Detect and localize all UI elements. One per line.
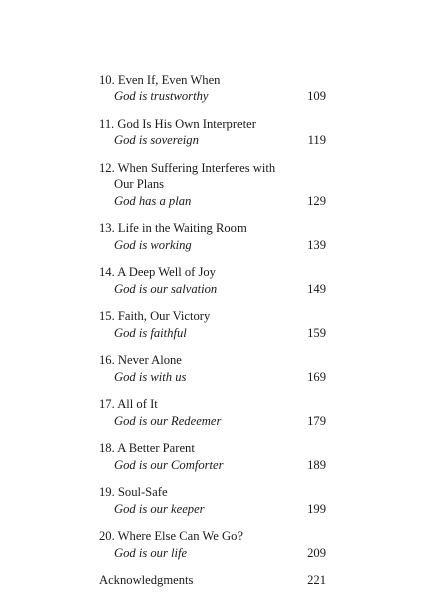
page-number: 179 (307, 413, 326, 428)
toc-entry-11[interactable] (99, 116, 326, 149)
chapter-title-continued: Our Plans (114, 177, 165, 192)
page-number: 139 (307, 237, 326, 252)
acknowledgments-title: Acknowledgments (99, 573, 194, 588)
page-number: 169 (307, 369, 326, 384)
chapter-title: 20. Where Else Can We Go? (99, 529, 244, 544)
page-number: 199 (307, 501, 326, 516)
chapter-title: 10. Even If, Even When (99, 73, 221, 87)
chapter-subtitle: God is faithful (114, 325, 187, 340)
chapter-title: 17. All of It (99, 397, 158, 412)
chapter-subtitle: God is sovereign (114, 133, 199, 148)
toc-entry-16[interactable] (99, 352, 326, 385)
chapter-title: 18. A Better Parent (99, 441, 195, 456)
toc-entry-13[interactable] (99, 220, 326, 253)
chapter-subtitle: God is with us (114, 369, 187, 384)
table-of-contents (99, 72, 326, 600)
toc-entry-19[interactable] (99, 484, 326, 517)
chapter-subtitle: God is trustworthy (114, 89, 209, 104)
toc-entry-10[interactable] (99, 72, 326, 105)
chapter-title: 11. God Is His Own Interpreter (99, 117, 256, 131)
page-number: 189 (307, 457, 326, 472)
chapter-title: 16. Never Alone (99, 353, 182, 368)
page-number: 129 (307, 193, 326, 208)
chapter-subtitle: God is our Redeemer (114, 413, 222, 428)
toc-entry-acknowledgments[interactable] (99, 572, 326, 588)
chapter-title: 15. Faith, Our Victory (99, 309, 211, 324)
chapter-title: 12. When Suffering Interferes with (99, 161, 276, 175)
chapter-title: 19. Soul-Safe (99, 485, 168, 500)
toc-entry-15[interactable] (99, 308, 326, 341)
chapter-subtitle: God is our Comforter (114, 457, 224, 472)
toc-entry-14[interactable] (99, 264, 326, 297)
toc-entry-18[interactable] (99, 440, 326, 473)
chapter-subtitle: God is our life (114, 545, 188, 560)
page-number: 159 (307, 325, 326, 340)
chapter-subtitle: God is our keeper (114, 501, 205, 516)
page-number: 149 (307, 281, 326, 296)
page-number: 209 (307, 545, 326, 560)
toc-entry-17[interactable] (99, 396, 326, 429)
chapter-subtitle: God is working (114, 237, 192, 252)
page-number: 221 (307, 573, 326, 588)
chapter-subtitle: God is our salvation (114, 281, 218, 296)
page-number: 119 (307, 133, 326, 148)
page-number: 109 (307, 89, 326, 104)
chapter-subtitle: God has a plan (114, 193, 192, 208)
chapter-title: 14. A Deep Well of Joy (99, 265, 216, 280)
chapter-title: 13. Life in the Waiting Room (99, 221, 247, 236)
toc-entry-20[interactable] (99, 528, 326, 561)
toc-entry-12[interactable] (99, 160, 326, 209)
